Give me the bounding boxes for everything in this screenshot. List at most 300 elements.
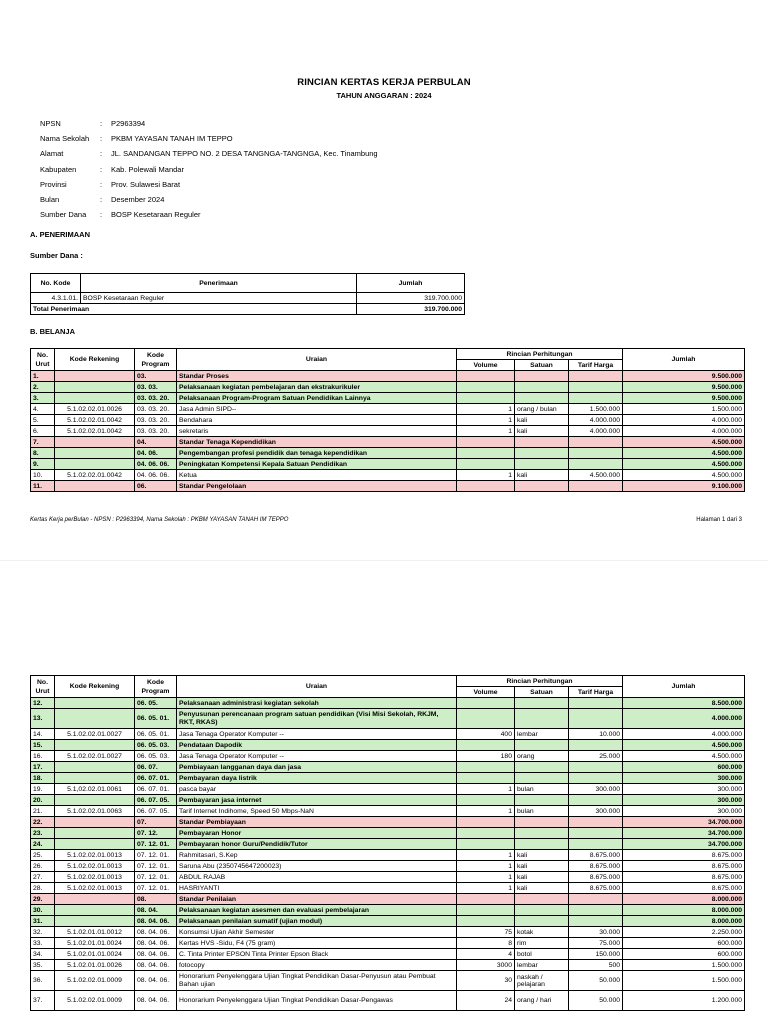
table-row bbox=[31, 751, 745, 762]
cell-tarif: 4.000.000 bbox=[569, 415, 623, 426]
identity-row bbox=[40, 177, 378, 192]
cell-volume: 8 bbox=[457, 938, 515, 949]
cell-uraian: Standar Proses bbox=[177, 371, 457, 382]
cell-no-urut: 7. bbox=[31, 437, 55, 448]
cell-kode-program: 06. 07. 01. bbox=[135, 784, 177, 795]
cell-uraian: Pengembangan profesi pendidik dan tenaga kependidikan bbox=[177, 448, 457, 459]
cell-satuan bbox=[515, 828, 569, 839]
cell-uraian: Pembayaran daya listrik bbox=[177, 773, 457, 784]
cell-jumlah: 4.000.000 bbox=[623, 415, 745, 426]
table-row bbox=[31, 960, 745, 971]
header-satuan: Satuan bbox=[515, 687, 569, 698]
cell-volume: 1 bbox=[457, 850, 515, 861]
cell-tarif: 75.000 bbox=[569, 938, 623, 949]
cell-tarif bbox=[569, 905, 623, 916]
cell-volume: 30 bbox=[457, 971, 515, 991]
cell-kode-program: 08. 04. 06. bbox=[135, 949, 177, 960]
cell-satuan: kali bbox=[515, 850, 569, 861]
identity-row bbox=[40, 162, 378, 177]
cell-uraian: Bendahara bbox=[177, 415, 457, 426]
header-no-urut: No. Urut bbox=[31, 349, 55, 371]
cell-kode-rekening bbox=[55, 448, 135, 459]
cell-kode-program: 07. 12. 01. bbox=[135, 861, 177, 872]
cell-tarif: 300.000 bbox=[569, 784, 623, 795]
cell-volume: 180 bbox=[457, 751, 515, 762]
header-kode-program: Kode Program bbox=[135, 349, 177, 371]
cell-uraian: Ketua bbox=[177, 470, 457, 481]
cell-volume bbox=[457, 916, 515, 927]
cell-satuan: rim bbox=[515, 938, 569, 949]
table-row bbox=[31, 470, 745, 481]
cell-volume bbox=[457, 839, 515, 850]
cell-kode-rekening: 5.1.02.02.01.0027 bbox=[55, 751, 135, 762]
cell-tarif bbox=[569, 839, 623, 850]
cell-volume: 1 bbox=[457, 415, 515, 426]
cell-volume: 4 bbox=[457, 949, 515, 960]
cell-volume bbox=[457, 382, 515, 393]
cell-jumlah: 8.000.000 bbox=[623, 905, 745, 916]
header-volume: Volume bbox=[457, 360, 515, 371]
table-row bbox=[31, 850, 745, 861]
cell-volume: 1 bbox=[457, 883, 515, 894]
cell-volume bbox=[457, 371, 515, 382]
table-row bbox=[31, 459, 745, 470]
cell-satuan: kali bbox=[515, 883, 569, 894]
cell-kode-program: 04. 06. 06. bbox=[135, 470, 177, 481]
penerimaan-jumlah: 319.700.000 bbox=[357, 293, 465, 304]
cell-uraian: Pembiayaan langganan daya dan jasa bbox=[177, 762, 457, 773]
table-row bbox=[31, 949, 745, 960]
cell-uraian: Penyusunan perencanaan program satuan pendidikan (Visi Misi Sekolah, RKJM, RKT, RKAS) bbox=[177, 709, 457, 729]
cell-tarif bbox=[569, 437, 623, 448]
cell-satuan: orang / bulan bbox=[515, 404, 569, 415]
cell-no-urut: 25. bbox=[31, 850, 55, 861]
cell-tarif: 1.500.000 bbox=[569, 404, 623, 415]
table-row bbox=[31, 861, 745, 872]
section-belanja-title: B. BELANJA bbox=[30, 327, 76, 336]
cell-jumlah: 600.000 bbox=[623, 949, 745, 960]
table-row bbox=[31, 762, 745, 773]
cell-no-urut: 27. bbox=[31, 872, 55, 883]
cell-tarif bbox=[569, 762, 623, 773]
table-row bbox=[31, 927, 745, 938]
cell-kode-program: 03. 03. 20. bbox=[135, 393, 177, 404]
identity-colon: : bbox=[100, 119, 103, 129]
cell-kode-rekening: 5.1.02.02.01.0063 bbox=[55, 806, 135, 817]
cell-satuan: kali bbox=[515, 872, 569, 883]
cell-no-urut: 13. bbox=[31, 709, 55, 729]
cell-uraian: Pendataan Dapodik bbox=[177, 740, 457, 751]
table-row bbox=[31, 293, 465, 304]
cell-satuan bbox=[515, 905, 569, 916]
cell-uraian: Pembayaran honor Guru/Pendidik/Tutor bbox=[177, 839, 457, 850]
cell-no-urut: 8. bbox=[31, 448, 55, 459]
table-row bbox=[31, 872, 745, 883]
cell-volume bbox=[457, 894, 515, 905]
identity-colon: : bbox=[100, 149, 103, 159]
cell-no-urut: 2. bbox=[31, 382, 55, 393]
cell-volume: 1 bbox=[457, 872, 515, 883]
cell-kode-rekening bbox=[55, 437, 135, 448]
cell-jumlah: 34.700.000 bbox=[623, 817, 745, 828]
cell-kode-rekening: 5.1.02.02.01.0042 bbox=[55, 426, 135, 437]
header-uraian: Uraian bbox=[177, 676, 457, 698]
total-penerimaan-value: 319.700.000 bbox=[357, 304, 465, 315]
cell-uraian: Kertas HVS -Sidu, F4 (75 gram) bbox=[177, 938, 457, 949]
cell-jumlah: 4.500.000 bbox=[623, 470, 745, 481]
cell-uraian: Honorarium Penyelenggara Ujian Tingkat Pendidikan Dasar-Pengawas bbox=[177, 991, 457, 1011]
identity-value: BOSP Kesetaraan Reguler bbox=[111, 210, 201, 220]
cell-uraian: Pelaksanaan Program-Program Satuan Pendidikan Lainnya bbox=[177, 393, 457, 404]
cell-no-urut: 17. bbox=[31, 762, 55, 773]
cell-uraian: Jasa Admin SIPD-- bbox=[177, 404, 457, 415]
cell-volume: 1 bbox=[457, 470, 515, 481]
cell-kode-program: 08. 04. 06. bbox=[135, 971, 177, 991]
header-no-urut: No. Urut bbox=[31, 676, 55, 698]
cell-jumlah: 2.250.000 bbox=[623, 927, 745, 938]
table-row bbox=[31, 437, 745, 448]
cell-kode-program: 06. 07. 01. bbox=[135, 773, 177, 784]
cell-volume bbox=[457, 817, 515, 828]
identity-row bbox=[40, 192, 378, 207]
cell-jumlah: 34.700.000 bbox=[623, 839, 745, 850]
cell-volume: 3000 bbox=[457, 960, 515, 971]
table-row bbox=[31, 371, 745, 382]
cell-tarif bbox=[569, 698, 623, 709]
cell-no-urut: 11. bbox=[31, 481, 55, 492]
cell-no-urut: 12. bbox=[31, 698, 55, 709]
cell-volume bbox=[457, 698, 515, 709]
sumber-dana-label: Sumber Dana : bbox=[30, 251, 83, 260]
cell-kode-program: 06. 05. 03. bbox=[135, 751, 177, 762]
cell-tarif bbox=[569, 740, 623, 751]
cell-jumlah: 4.500.000 bbox=[623, 751, 745, 762]
cell-no-urut: 26. bbox=[31, 861, 55, 872]
cell-kode-rekening bbox=[55, 481, 135, 492]
cell-satuan bbox=[515, 795, 569, 806]
document-page-2 bbox=[0, 560, 768, 1025]
cell-no-urut: 29. bbox=[31, 894, 55, 905]
table-row bbox=[31, 991, 745, 1011]
cell-tarif: 8.675.000 bbox=[569, 861, 623, 872]
cell-kode-program: 08. 04. 06. bbox=[135, 991, 177, 1011]
cell-tarif bbox=[569, 448, 623, 459]
cell-no-urut: 18. bbox=[31, 773, 55, 784]
cell-uraian: Pelaksanaan kegiatan pembelajaran dan ekstrakurikuler bbox=[177, 382, 457, 393]
cell-satuan: lembar bbox=[515, 960, 569, 971]
cell-no-urut: 30. bbox=[31, 905, 55, 916]
header-penerimaan: Penerimaan bbox=[81, 274, 357, 293]
cell-no-urut: 37. bbox=[31, 991, 55, 1011]
cell-kode-rekening: 5.1.02.01.01.0024 bbox=[55, 938, 135, 949]
cell-kode-program: 03. 03. 20. bbox=[135, 426, 177, 437]
cell-no-urut: 33. bbox=[31, 938, 55, 949]
table-row bbox=[31, 971, 745, 991]
cell-kode-rekening bbox=[55, 740, 135, 751]
cell-no-urut: 5. bbox=[31, 415, 55, 426]
cell-no-urut: 20. bbox=[31, 795, 55, 806]
cell-kode-rekening: 5.1.02.02.01.0013 bbox=[55, 861, 135, 872]
identity-label: Alamat bbox=[40, 149, 64, 159]
cell-uraian: Pelaksanaan administrasi kegiatan sekolah bbox=[177, 698, 457, 709]
cell-tarif bbox=[569, 828, 623, 839]
table-row bbox=[31, 795, 745, 806]
cell-volume: 1 bbox=[457, 806, 515, 817]
header-jumlah: Jumlah bbox=[623, 676, 745, 698]
identity-label: NPSN bbox=[40, 119, 61, 129]
cell-tarif bbox=[569, 817, 623, 828]
cell-volume bbox=[457, 459, 515, 470]
identity-label: Provinsi bbox=[40, 179, 67, 189]
cell-tarif bbox=[569, 709, 623, 729]
identity-label: Kabupaten bbox=[40, 164, 77, 174]
cell-jumlah: 4.000.000 bbox=[623, 709, 745, 729]
cell-uraian: pasca bayar bbox=[177, 784, 457, 795]
cell-satuan bbox=[515, 709, 569, 729]
cell-no-urut: 28. bbox=[31, 883, 55, 894]
cell-kode-program: 04. 06. 06. bbox=[135, 459, 177, 470]
identity-colon: : bbox=[100, 134, 103, 144]
header-tarif: Tarif Harga bbox=[569, 687, 623, 698]
cell-kode-rekening bbox=[55, 795, 135, 806]
cell-kode-program: 06. 07. bbox=[135, 762, 177, 773]
cell-kode-program: 08. 04. 06. bbox=[135, 960, 177, 971]
cell-satuan: bulan bbox=[515, 806, 569, 817]
total-penerimaan-label: Total Penerimaan bbox=[31, 304, 357, 315]
document-subtitle: TAHUN ANGGARAN : 2024 bbox=[336, 91, 432, 100]
cell-jumlah: 8.675.000 bbox=[623, 883, 745, 894]
belanja-table-page-1 bbox=[30, 348, 745, 492]
identity-label: Nama Sekolah bbox=[40, 134, 90, 144]
cell-kode-program: 08. 04. 06. bbox=[135, 927, 177, 938]
table-row bbox=[31, 709, 745, 729]
cell-jumlah: 4.000.000 bbox=[623, 426, 745, 437]
cell-jumlah: 8.675.000 bbox=[623, 872, 745, 883]
cell-kode-rekening: 5.1.02.02.01.0027 bbox=[55, 729, 135, 740]
cell-kode-rekening bbox=[55, 905, 135, 916]
cell-kode-program: 03. 03. bbox=[135, 382, 177, 393]
cell-kode-rekening: 5.1.02.02.01.0042 bbox=[55, 470, 135, 481]
cell-satuan bbox=[515, 481, 569, 492]
cell-uraian: Pembayaran Honor bbox=[177, 828, 457, 839]
cell-uraian: fotocopy bbox=[177, 960, 457, 971]
table-row bbox=[31, 883, 745, 894]
header-jumlah: Jumlah bbox=[623, 349, 745, 371]
cell-satuan bbox=[515, 393, 569, 404]
footer-page-number: Halaman 1 dari 3 bbox=[696, 517, 742, 523]
cell-kode-program: 08. bbox=[135, 894, 177, 905]
cell-kode-program: 08. 04. bbox=[135, 905, 177, 916]
cell-jumlah: 8.000.000 bbox=[623, 894, 745, 905]
cell-kode-rekening bbox=[55, 393, 135, 404]
cell-tarif: 4.000.000 bbox=[569, 426, 623, 437]
cell-jumlah: 8.500.000 bbox=[623, 698, 745, 709]
identity-label: Bulan bbox=[40, 195, 60, 205]
cell-kode-rekening bbox=[55, 773, 135, 784]
cell-volume: 1 bbox=[457, 426, 515, 437]
cell-tarif bbox=[569, 916, 623, 927]
cell-no-urut: 9. bbox=[31, 459, 55, 470]
cell-kode-program: 07. 12. 01. bbox=[135, 883, 177, 894]
cell-kode-rekening bbox=[55, 817, 135, 828]
cell-satuan bbox=[515, 437, 569, 448]
identity-value: Desember 2024 bbox=[111, 195, 165, 205]
cell-kode-rekening bbox=[55, 894, 135, 905]
identity-colon: : bbox=[100, 164, 103, 174]
cell-volume: 1 bbox=[457, 861, 515, 872]
cell-jumlah: 1.500.000 bbox=[623, 960, 745, 971]
table-row bbox=[31, 382, 745, 393]
cell-satuan: kali bbox=[515, 861, 569, 872]
section-penerimaan-title: A. PENERIMAAN bbox=[30, 230, 91, 239]
cell-tarif bbox=[569, 795, 623, 806]
cell-satuan: lembar bbox=[515, 729, 569, 740]
cell-volume: 1 bbox=[457, 404, 515, 415]
cell-volume bbox=[457, 481, 515, 492]
cell-kode-rekening bbox=[55, 916, 135, 927]
cell-kode-rekening bbox=[55, 371, 135, 382]
table-row bbox=[31, 415, 745, 426]
cell-kode-rekening: 5.1,02.02.01.0061 bbox=[55, 784, 135, 795]
cell-no-urut: 10. bbox=[31, 470, 55, 481]
cell-kode-rekening: 5.1.02.01.01.0012 bbox=[55, 927, 135, 938]
cell-volume bbox=[457, 448, 515, 459]
header-tarif: Tarif Harga bbox=[569, 360, 623, 371]
cell-jumlah: 9.500.000 bbox=[623, 393, 745, 404]
cell-kode-rekening: 5.1.02.02.01.0042 bbox=[55, 415, 135, 426]
cell-jumlah: 9.500.000 bbox=[623, 382, 745, 393]
cell-jumlah: 300.000 bbox=[623, 795, 745, 806]
cell-kode-program: 07. 12. 01. bbox=[135, 872, 177, 883]
cell-no-urut: 15. bbox=[31, 740, 55, 751]
identity-colon: : bbox=[100, 179, 103, 189]
table-row bbox=[31, 404, 745, 415]
cell-satuan bbox=[515, 382, 569, 393]
cell-kode-program: 08. 04. 06. bbox=[135, 938, 177, 949]
cell-satuan bbox=[515, 698, 569, 709]
cell-kode-rekening bbox=[55, 382, 135, 393]
cell-tarif: 8.675.000 bbox=[569, 872, 623, 883]
cell-tarif: 4.500.000 bbox=[569, 470, 623, 481]
cell-no-urut: 21. bbox=[31, 806, 55, 817]
table-row bbox=[31, 806, 745, 817]
table-row bbox=[31, 393, 745, 404]
cell-tarif: 50.000 bbox=[569, 971, 623, 991]
cell-jumlah: 1.500.000 bbox=[623, 404, 745, 415]
identity-value: PKBM YAYASAN TANAH IM TEPPO bbox=[111, 134, 233, 144]
identity-colon: : bbox=[100, 195, 103, 205]
cell-kode-rekening bbox=[55, 828, 135, 839]
cell-volume: 1 bbox=[457, 784, 515, 795]
cell-kode-rekening: 5.1.02.02.01.0013 bbox=[55, 850, 135, 861]
table-row bbox=[31, 729, 745, 740]
table-row bbox=[31, 839, 745, 850]
penerimaan-kode: 4.3.1.01. bbox=[31, 293, 81, 304]
cell-tarif: 500 bbox=[569, 960, 623, 971]
cell-kode-program: 06. 05. bbox=[135, 698, 177, 709]
table-row bbox=[31, 448, 745, 459]
cell-volume bbox=[457, 393, 515, 404]
cell-tarif: 150.000 bbox=[569, 949, 623, 960]
cell-volume bbox=[457, 740, 515, 751]
cell-kode-program: 06. 07. 05. bbox=[135, 806, 177, 817]
header-satuan: Satuan bbox=[515, 360, 569, 371]
table-row bbox=[31, 426, 745, 437]
table-row bbox=[31, 784, 745, 795]
cell-kode-rekening bbox=[55, 762, 135, 773]
header-rincian: Rincian Perhitungan bbox=[457, 676, 623, 687]
cell-satuan: kali bbox=[515, 426, 569, 437]
cell-uraian: Peningkatan Kompetensi Kepala Satuan Pendidikan bbox=[177, 459, 457, 470]
cell-jumlah: 34.700.000 bbox=[623, 828, 745, 839]
table-row bbox=[31, 481, 745, 492]
table-row bbox=[31, 938, 745, 949]
cell-satuan: naskah / pelajaran bbox=[515, 971, 569, 991]
cell-jumlah: 600.000 bbox=[623, 938, 745, 949]
cell-jumlah: 4.000.000 bbox=[623, 729, 745, 740]
cell-jumlah: 1.500.000 bbox=[623, 971, 745, 991]
cell-uraian: HASRIYANTI bbox=[177, 883, 457, 894]
table-row bbox=[31, 773, 745, 784]
table-row bbox=[31, 698, 745, 709]
cell-jumlah: 1.200.000 bbox=[623, 991, 745, 1011]
identity-colon: : bbox=[100, 210, 103, 220]
identity-row bbox=[40, 116, 378, 131]
cell-volume: 24 bbox=[457, 991, 515, 1011]
cell-kode-program: 06. 05. 03. bbox=[135, 740, 177, 751]
cell-uraian: Standar Pembiayaan bbox=[177, 817, 457, 828]
table-row bbox=[31, 828, 745, 839]
cell-satuan: kali bbox=[515, 470, 569, 481]
cell-kode-rekening: 5.1.02.02.01.0009 bbox=[55, 991, 135, 1011]
cell-no-urut: 6. bbox=[31, 426, 55, 437]
cell-no-urut: 36. bbox=[31, 971, 55, 991]
cell-kode-rekening bbox=[55, 459, 135, 470]
penerimaan-name: BOSP Kesetaraan Reguler bbox=[81, 293, 357, 304]
cell-uraian: ABDUL RAJAB bbox=[177, 872, 457, 883]
cell-tarif: 8.675.000 bbox=[569, 883, 623, 894]
cell-kode-rekening: 5.1.02.01.01.0024 bbox=[55, 949, 135, 960]
cell-kode-program: 06. bbox=[135, 481, 177, 492]
cell-no-urut: 34. bbox=[31, 949, 55, 960]
cell-no-urut: 3. bbox=[31, 393, 55, 404]
identity-value: JL. SANDANGAN TEPPO NO. 2 DESA TANGNGA-TANGNGA, Kec. Tinambung bbox=[111, 149, 378, 159]
cell-jumlah: 300.000 bbox=[623, 773, 745, 784]
cell-uraian: Konsumsi Ujian Akhir Semester bbox=[177, 927, 457, 938]
cell-kode-rekening: 5.1.02.01.01.0026 bbox=[55, 960, 135, 971]
identity-table bbox=[40, 116, 378, 222]
identity-value: Kab. Polewali Mandar bbox=[111, 164, 184, 174]
cell-uraian: Rahmitasari, S.Kep bbox=[177, 850, 457, 861]
cell-tarif: 30.000 bbox=[569, 927, 623, 938]
cell-tarif: 10.000 bbox=[569, 729, 623, 740]
cell-no-urut: 14. bbox=[31, 729, 55, 740]
identity-value: Prov. Sulawesi Barat bbox=[111, 179, 181, 189]
cell-volume bbox=[457, 773, 515, 784]
cell-jumlah: 600.000 bbox=[623, 762, 745, 773]
table-row bbox=[31, 905, 745, 916]
header-jumlah: Jumlah bbox=[357, 274, 465, 293]
cell-satuan bbox=[515, 448, 569, 459]
cell-no-urut: 31. bbox=[31, 916, 55, 927]
cell-tarif bbox=[569, 371, 623, 382]
cell-no-urut: 16. bbox=[31, 751, 55, 762]
cell-tarif: 300.000 bbox=[569, 806, 623, 817]
header-uraian: Uraian bbox=[177, 349, 457, 371]
cell-uraian: Pelaksanaan kegiatan asesmen dan evaluasi pembelajaran bbox=[177, 905, 457, 916]
cell-volume bbox=[457, 828, 515, 839]
cell-kode-rekening: 5.1.02.02.01.0013 bbox=[55, 883, 135, 894]
